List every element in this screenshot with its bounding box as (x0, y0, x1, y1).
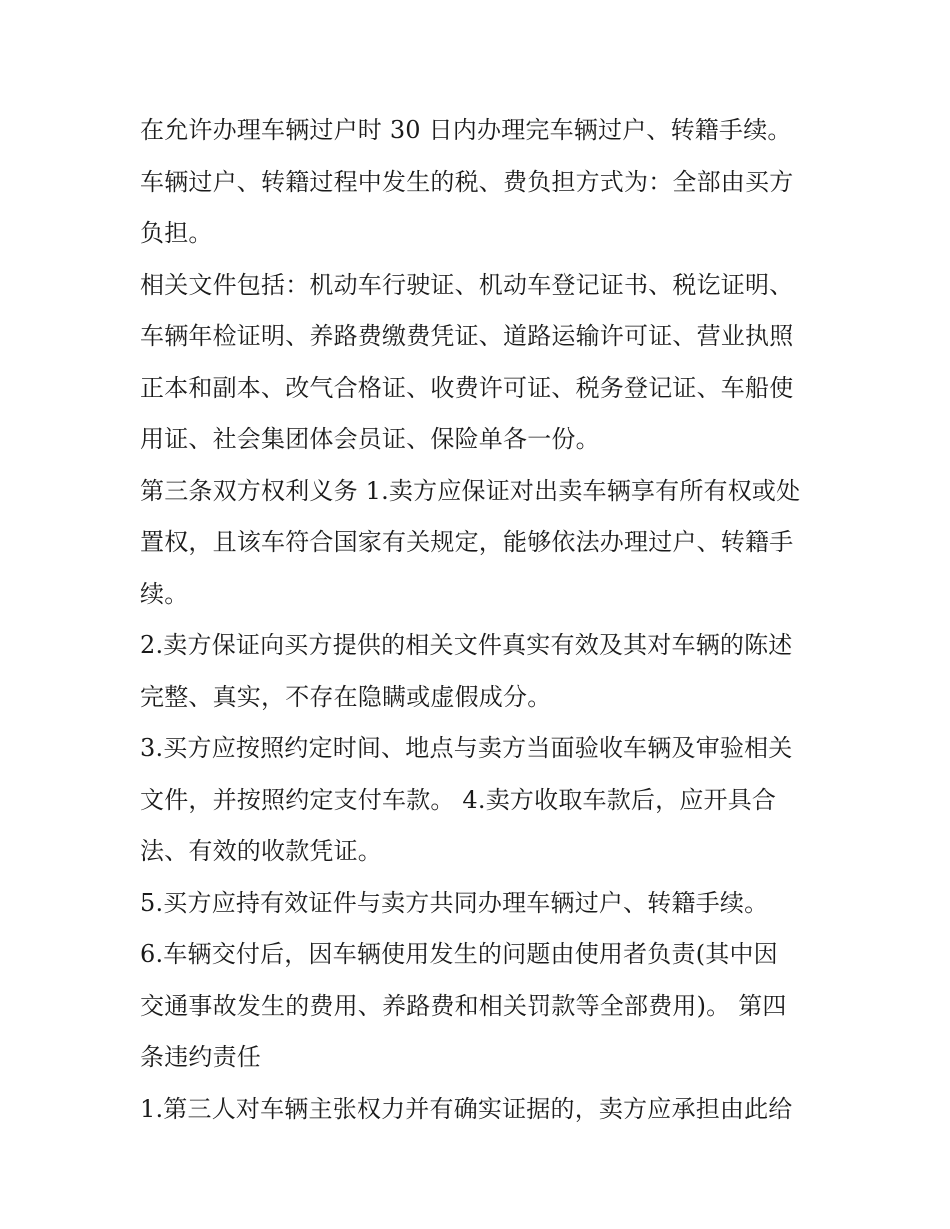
text-line: 车辆过户、转籍过程中发生的税、费负担方式为：全部由买方 (140, 167, 794, 196)
text-line: 5.买方应持有效证件与卖方共同办理车辆过户、转籍手续。 (140, 888, 769, 917)
text-line: 相关文件包括：机动车行驶证、机动车登记证书、税讫证明、 (140, 270, 794, 299)
text-line: 负担。 (140, 219, 213, 247)
text-line: 条违约责任 (140, 1043, 261, 1071)
text-line: 在允许办理车辆过户时 30 日内办理完车辆过户、转籍手续。 (140, 116, 792, 144)
body-text (140, 105, 820, 1135)
text-line: 3.买方应按照约定时间、地点与卖方当面验收车辆及审验相关 (140, 734, 793, 762)
text-line: 法、有效的收款凭证。 (140, 837, 382, 865)
text-line: 用证、社会集团体会员证、保险单各一份。 (140, 425, 600, 453)
text-line: 完整、真实，不存在隐瞒或虚假成分。 (140, 682, 552, 711)
text-line: 1.第三人对车辆主张权力并有确实证据的，卖方应承担由此给 (140, 1094, 793, 1123)
text-line: 正本和副本、改气合格证、收费许可证、税务登记证、车船使 (140, 373, 794, 402)
text-line: 第三条双方权利义务 1.卖方应保证对出卖车辆享有所有权或处 (140, 476, 801, 505)
text-line: 续。 (140, 579, 189, 608)
text-line: 文件，并按照约定支付车款。 4.卖方收取车款后，应开具合 (140, 785, 777, 814)
text-line: 置权，且该车符合国家有关规定，能够依法办理过户、转籍手 (140, 528, 794, 556)
text-line: 6.车辆交付后，因车辆使用发生的问题由使用者负责(其中因 (140, 940, 778, 968)
text-line: 车辆年检证明、养路费缴费凭证、道路运输许可证、营业执照 (140, 322, 794, 350)
text-line: 2.卖方保证向买方提供的相关文件真实有效及其对车辆的陈述 (140, 631, 793, 659)
text-line: 交通事故发生的费用、养路费和相关罚款等全部费用)。 第四 (140, 991, 787, 1020)
